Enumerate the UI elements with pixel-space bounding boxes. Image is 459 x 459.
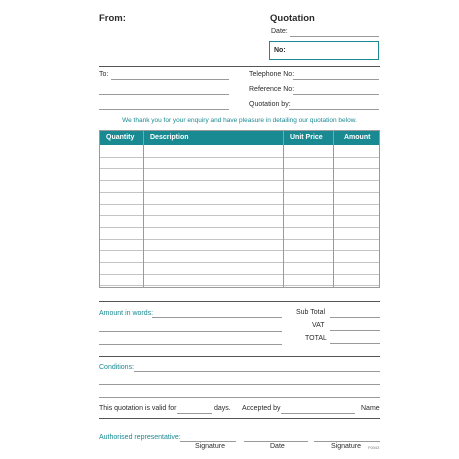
table-row[interactable] [100, 250, 379, 251]
signature-caption: Signature [195, 443, 225, 450]
reference-line[interactable] [293, 94, 379, 95]
conditions-divider [99, 356, 380, 357]
quotation-by-label: Quotation by: [249, 101, 291, 108]
telephone-line[interactable] [293, 79, 379, 80]
table-row[interactable] [100, 168, 379, 169]
to-line-1[interactable] [111, 79, 229, 80]
to-line-2[interactable] [99, 94, 229, 95]
quote-number-box[interactable] [269, 41, 379, 60]
document-title: Quotation [270, 13, 315, 24]
amount-words-line-3[interactable] [99, 344, 282, 345]
header-description: Description [150, 134, 189, 141]
validity-divider [99, 418, 380, 419]
table-row[interactable] [100, 285, 379, 286]
col-divider-2 [283, 131, 284, 287]
header-divider [99, 66, 380, 67]
conditions-line-3[interactable] [99, 397, 380, 398]
col-divider-1 [143, 131, 144, 287]
vat-line[interactable] [330, 330, 380, 331]
header-amount: Amount [344, 134, 371, 141]
total-line[interactable] [330, 343, 380, 344]
table-row[interactable] [100, 239, 379, 240]
table-row[interactable] [100, 227, 379, 228]
authorised-label: Authorised representative: [99, 434, 181, 441]
from-label: From: [99, 13, 126, 24]
table-row[interactable] [100, 215, 379, 216]
signature-line-2[interactable] [314, 441, 380, 442]
total-label: TOTAL [305, 335, 327, 342]
items-table [99, 130, 380, 288]
table-row[interactable] [100, 274, 379, 275]
footer-code: F0043 [368, 445, 380, 450]
telephone-label: Telephone No: [249, 71, 295, 78]
vat-label: VAT [312, 322, 325, 329]
table-row[interactable] [100, 262, 379, 263]
col-divider-3 [333, 131, 334, 287]
days-label: days. [214, 405, 231, 412]
intro-text: We thank you for your enquiry and have pleasure in detailing our quotation below. [122, 117, 357, 124]
date-label: Date: [271, 28, 288, 35]
table-row[interactable] [100, 192, 379, 193]
subtotal-label: Sub Total [296, 309, 326, 316]
name-label: Name [361, 405, 380, 412]
header-unit-price: Unit Price [290, 134, 323, 141]
date-field-line[interactable] [290, 36, 379, 37]
to-label: To: [99, 71, 109, 78]
table-row[interactable] [100, 157, 379, 158]
amount-in-words-label: Amount in words: [99, 310, 154, 317]
amount-words-line-2[interactable] [99, 331, 282, 332]
table-header [100, 131, 379, 145]
totals-divider [99, 301, 380, 302]
conditions-label: Conditions: [99, 364, 135, 371]
valid-for-label: This quotation is valid for [99, 405, 177, 412]
quote-number-label: No: [274, 47, 286, 54]
conditions-line-2[interactable] [99, 384, 380, 385]
quotation-by-line[interactable] [289, 109, 379, 110]
accepted-by-line[interactable] [281, 413, 355, 414]
accepted-by-label: Accepted by [242, 405, 281, 412]
header-quantity: Quantity [106, 134, 135, 141]
subtotal-line[interactable] [330, 317, 380, 318]
amount-words-line-1[interactable] [152, 317, 282, 318]
table-row[interactable] [100, 204, 379, 205]
table-row[interactable] [100, 180, 379, 181]
authorised-signature-line[interactable] [180, 441, 236, 442]
to-line-3[interactable] [99, 109, 229, 110]
date-caption: Date [270, 443, 285, 450]
conditions-line-1[interactable] [134, 371, 380, 372]
valid-days-line[interactable] [177, 413, 212, 414]
date-signoff-line[interactable] [244, 441, 308, 442]
signature-caption-2: Signature [331, 443, 361, 450]
reference-label: Reference No: [249, 86, 295, 93]
